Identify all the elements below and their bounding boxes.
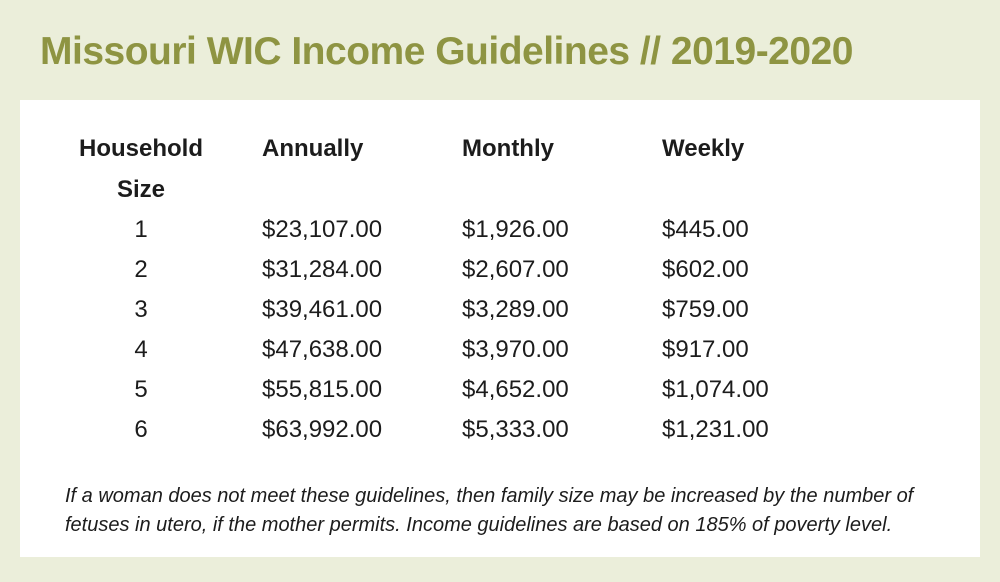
monthly-cell: $1,926.00 bbox=[462, 216, 569, 243]
annually-cell: $23,107.00 bbox=[262, 216, 383, 243]
column-header-household-size bbox=[70, 128, 212, 210]
table-card bbox=[20, 100, 980, 557]
monthly-cell: $5,333.00 bbox=[462, 416, 569, 443]
column-header-weekly: Weekly bbox=[662, 135, 745, 162]
column-header-household-line2: Size bbox=[116, 176, 166, 203]
annually-cell: $55,815.00 bbox=[262, 376, 383, 403]
table-rows bbox=[70, 210, 980, 450]
annually-cell: $39,461.00 bbox=[262, 296, 383, 323]
table-row bbox=[70, 330, 980, 370]
household-size-cell: 4 bbox=[134, 336, 148, 363]
weekly-cell: $445.00 bbox=[662, 216, 749, 243]
weekly-cell: $759.00 bbox=[662, 296, 749, 323]
table-row bbox=[70, 210, 980, 250]
household-size-cell: 2 bbox=[134, 256, 148, 283]
annually-cell: $31,284.00 bbox=[262, 256, 383, 283]
household-size-cell: 3 bbox=[134, 296, 148, 323]
monthly-cell: $3,289.00 bbox=[462, 296, 569, 323]
footnote: If a woman does not meet these guidelines, then family size may be increased by the number of fetuses in utero, if the mother permits. Income guidelines are based on 185% of poverty level. bbox=[65, 485, 914, 536]
income-guidelines-table bbox=[70, 128, 980, 450]
household-size-cell: 5 bbox=[134, 376, 148, 403]
table-row bbox=[70, 410, 980, 450]
household-size-cell: 6 bbox=[134, 416, 148, 443]
weekly-cell: $1,231.00 bbox=[662, 416, 769, 443]
page-title: Missouri WIC Income Guidelines // 2019-2020 bbox=[40, 30, 853, 73]
weekly-cell: $917.00 bbox=[662, 336, 749, 363]
table-row bbox=[70, 290, 980, 330]
table-header-row bbox=[70, 128, 980, 210]
annually-cell: $47,638.00 bbox=[262, 336, 383, 363]
annually-cell: $63,992.00 bbox=[262, 416, 383, 443]
monthly-cell: $2,607.00 bbox=[462, 256, 569, 283]
monthly-cell: $3,970.00 bbox=[462, 336, 569, 363]
weekly-cell: $1,074.00 bbox=[662, 376, 769, 403]
column-header-household-line1: Household bbox=[79, 135, 203, 162]
weekly-cell: $602.00 bbox=[662, 256, 749, 283]
household-size-cell: 1 bbox=[134, 216, 148, 243]
column-header-annually: Annually bbox=[262, 135, 364, 162]
monthly-cell: $4,652.00 bbox=[462, 376, 569, 403]
column-header-monthly: Monthly bbox=[462, 135, 554, 162]
table-row bbox=[70, 250, 980, 290]
table-row bbox=[70, 370, 980, 410]
